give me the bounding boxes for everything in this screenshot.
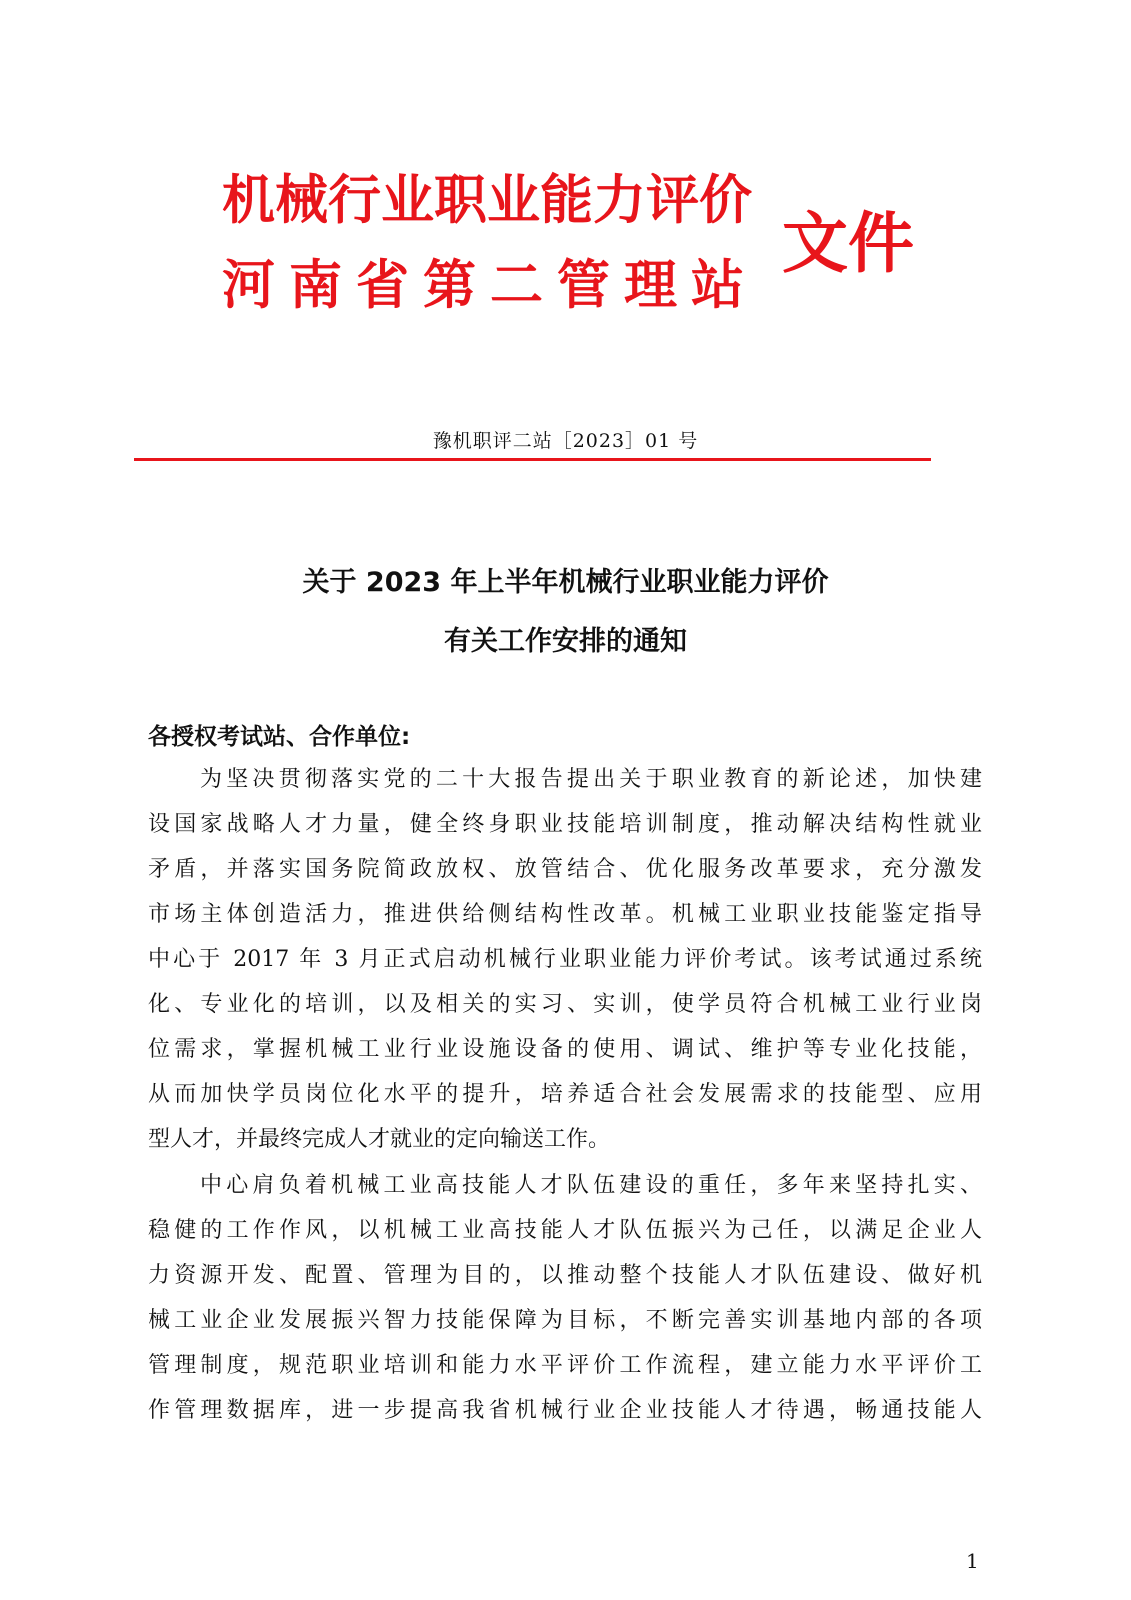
paragraph-line: 中心肩负着机械工业高技能人才队伍建设的重任，多年来坚持扎实、 [200, 1173, 982, 1198]
document-header [222, 148, 942, 318]
paragraph-line: 设国家战略人才力量，健全终身职业技能培训制度，推动解决结构性就业 [148, 812, 982, 837]
page-number: 1 [966, 1549, 979, 1573]
paragraph-line: 化、专业化的培训，以及相关的实习、实训，使学员符合机械工业行业岗 [148, 992, 982, 1017]
paragraph-line: 位需求，掌握机械工业行业设施设备的使用、调试、维护等专业化技能， [148, 1037, 982, 1062]
document-title-line-2: 有关工作安排的通知 [444, 626, 687, 657]
paragraph-line: 矛盾，并落实国务院简政放权、放管结合、优化服务改革要求，充分激发 [148, 857, 982, 882]
paragraph-line: 力资源开发、配置、管理为目的，以推动整个技能人才队伍建设、做好机 [148, 1263, 982, 1288]
document-number: 豫机职评二站［2023］01 号 [432, 430, 699, 452]
paragraph-line: 管理制度，规范职业培训和能力水平评价工作流程，建立能力水平评价工 [148, 1353, 982, 1378]
header-divider [134, 458, 931, 461]
paragraph-line: 械工业企业发展振兴智力技能保障为目标，不断完善实训基地内部的各项 [148, 1308, 982, 1333]
paragraph-line: 从而加快学员岗位化水平的提升，培养适合社会发展需求的技能型、应用 [148, 1082, 982, 1107]
paragraph-line: 中心于 2017 年 3 月正式启动机械行业职业能力评价考试。该考试通过系统 [148, 947, 982, 972]
salutation: 各授权考试站、合作单位: [148, 724, 411, 750]
issuer-name-line-1: 机械行业职业能力评价 [222, 170, 752, 231]
paragraph-line: 为坚决贯彻落实党的二十大报告提出关于职业教育的新论述，加快建 [200, 767, 982, 792]
paragraph-line: 稳健的工作作风，以机械工业高技能人才队伍振兴为己任，以满足企业人 [148, 1218, 982, 1243]
paragraph-line: 型人才，并最终完成人才就业的定向输送工作。 [148, 1127, 611, 1152]
document-type-label: 文件 [782, 205, 914, 282]
paragraph-line: 作管理数据库，进一步提高我省机械行业企业技能人才待遇，畅通技能人 [148, 1398, 982, 1423]
issuer-name-line-2: 河南省第二管理站 [222, 255, 758, 316]
paragraph-line: 市场主体创造活力，推进供给侧结构性改革。机械工业职业技能鉴定指导 [148, 902, 982, 927]
document-title-line-1: 关于 2023 年上半年机械行业职业能力评价 [302, 567, 829, 598]
